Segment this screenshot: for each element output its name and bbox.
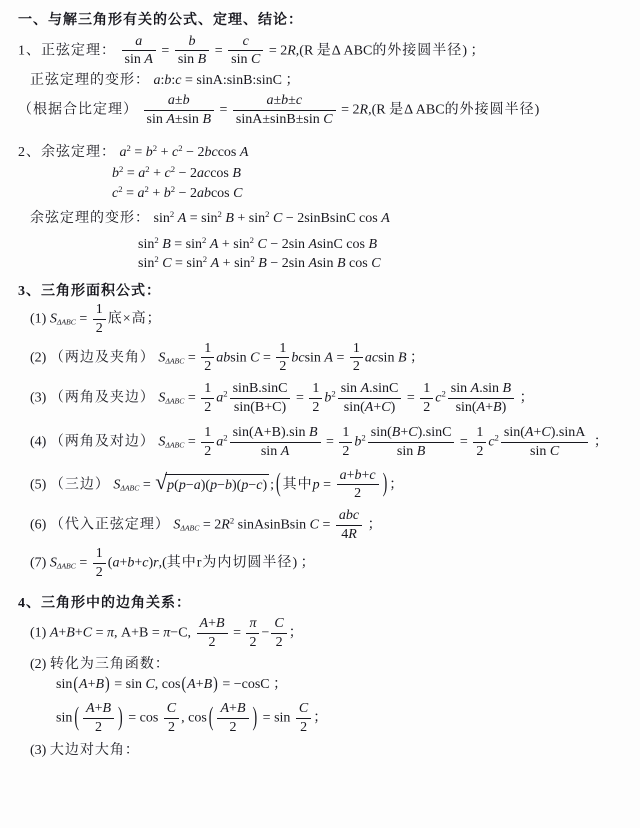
formula-cosine-variant-a: 余弦定理的变形： $\sin^2 A = \sin^2 B + \sin^2 C$ − 2sinBsinC cos A bbox=[30, 209, 390, 227]
area-formula-5: (5) （三边） SΔABC = √ p(p−a)(p−b)(p−c) ; ( 其中p = $\frac{a+b+c}{2}$ ) ； bbox=[30, 467, 404, 502]
formula-cosine-rule-c: $c^2 = a^2 + b^2 - 2abcos$ C bbox=[112, 183, 243, 201]
area-formula-2: (2) （两边及夹角） SΔABC = $\frac{1}{2}$ absin C = $\frac{1}{2}$ bcsin A = $\frac{1}{2}$ acsin B ； bbox=[30, 340, 425, 375]
formula-cosine-variant-b: $\sin^2 B = \sin^2 A + \sin^2 C - 2\sin$ AsinC cos B bbox=[138, 234, 378, 252]
heading-side-angle-relations: 4、三角形中的边角关系： bbox=[18, 595, 191, 611]
area-formula-7: (7) SΔABC = $\frac{1}{2}$ (a+b+c)r,(其中r为内切圆半径) ； bbox=[30, 546, 315, 580]
relation-3-label: (3) 大边对大角： bbox=[30, 742, 140, 758]
relation-1-angle-sum: (1) A+B+C = π, A+B = π−C, $\frac{A+B}{2}$ = $\frac{\pi}{2}$ − $\frac{C}{2}$ ； bbox=[30, 616, 303, 650]
area-formula-3: (3) （两角及夹边） SΔABC = $\frac{1}{2}$ $a^2$ $\frac{\sin B.\sin C}{\sin(B+C)}$ = $\frac{1}{2}$ $b^2$ $\frac{\text{sin A.sinC}}{\sin(A+C)}$ = $\frac{1}{2}$ $c^2$ $\frac{\text{sin A.sin B}}{\sin(A+B)}$ ； bbox=[30, 380, 534, 415]
document-body bbox=[0, 12, 640, 759]
relation-2-line-1: sin(A+B) = sin C, cos(A+B) = −cosC ； bbox=[56, 675, 288, 694]
area-formula-6: (6) （代入正弦定理） $S\Delta ABC = 2R^2$ sinAsinBsin C = abc 4R ； bbox=[30, 507, 382, 542]
area-formula-1: (1) SΔABC = $\frac{1}{2}$ 底×高； bbox=[30, 302, 161, 336]
formula-cosine-rule-b: $b^2 = a^2 + c^2 - 2accos$ B bbox=[112, 164, 241, 182]
area-formula-4: (4) （两角及对边） SΔABC = $\frac{1}{2}$ $a^2$ $\frac{\text{sin(A+B).sin B}}{\text{sin A}}$ = $\frac{1}{2}$ $b^2$ $\frac{\sin(B+C).\sin C}{\text{sin B}}$ = $\frac{1}{2}$ $c^2$ $\frac{\sin(A+C).\sin A}{\text{sin C}}$ ； bbox=[30, 425, 608, 459]
relation-2-line-2: sin ( $\frac{A+B}{2}$ ) = cos $\frac{C}{2}$ , cos ( $\frac{A+B}{2}$ ) = sin $\frac{C}{2}$ ； bbox=[56, 701, 328, 736]
formula-ratio-theorem: （根据合比定理） $\frac{a\pm b}{\text{sin A±sin B}}$ = $\frac{a\pm b\pm c}{\text{sinA±sinB±sin C}}$ = 2R,(R 是Δ ABC的外接圆半径) bbox=[18, 93, 540, 128]
heading-section-1: 一、与解三角形有关的公式、定理、结论： bbox=[18, 13, 303, 28]
formula-sine-rule-variant: 正弦定理的变形： a:b:c = sinA:sinB:sinC ； bbox=[30, 72, 300, 88]
relation-2-label: (2) 转化为三角函数： bbox=[30, 657, 170, 673]
heading-area-formulas: 3、三角形面积公式： bbox=[18, 283, 161, 299]
formula-sine-rule: 1、正弦定理： $\frac{a}{\text{sin A}}$ = $\frac{b}{\text{sin B}}$ = $\frac{c}{\text{sin C}}$ = 2R,(R 是Δ ABC的外接圆半径) ； bbox=[18, 33, 485, 68]
formula-cosine-rule-a: 2、余弦定理： $a^2 = b^2 + c^2 - 2bccos$ A bbox=[18, 142, 249, 160]
formula-cosine-variant-c: $\sin^2 C = \sin^2 A + \sin^2 B - 2\sin$ Asin B cos C bbox=[138, 254, 381, 272]
